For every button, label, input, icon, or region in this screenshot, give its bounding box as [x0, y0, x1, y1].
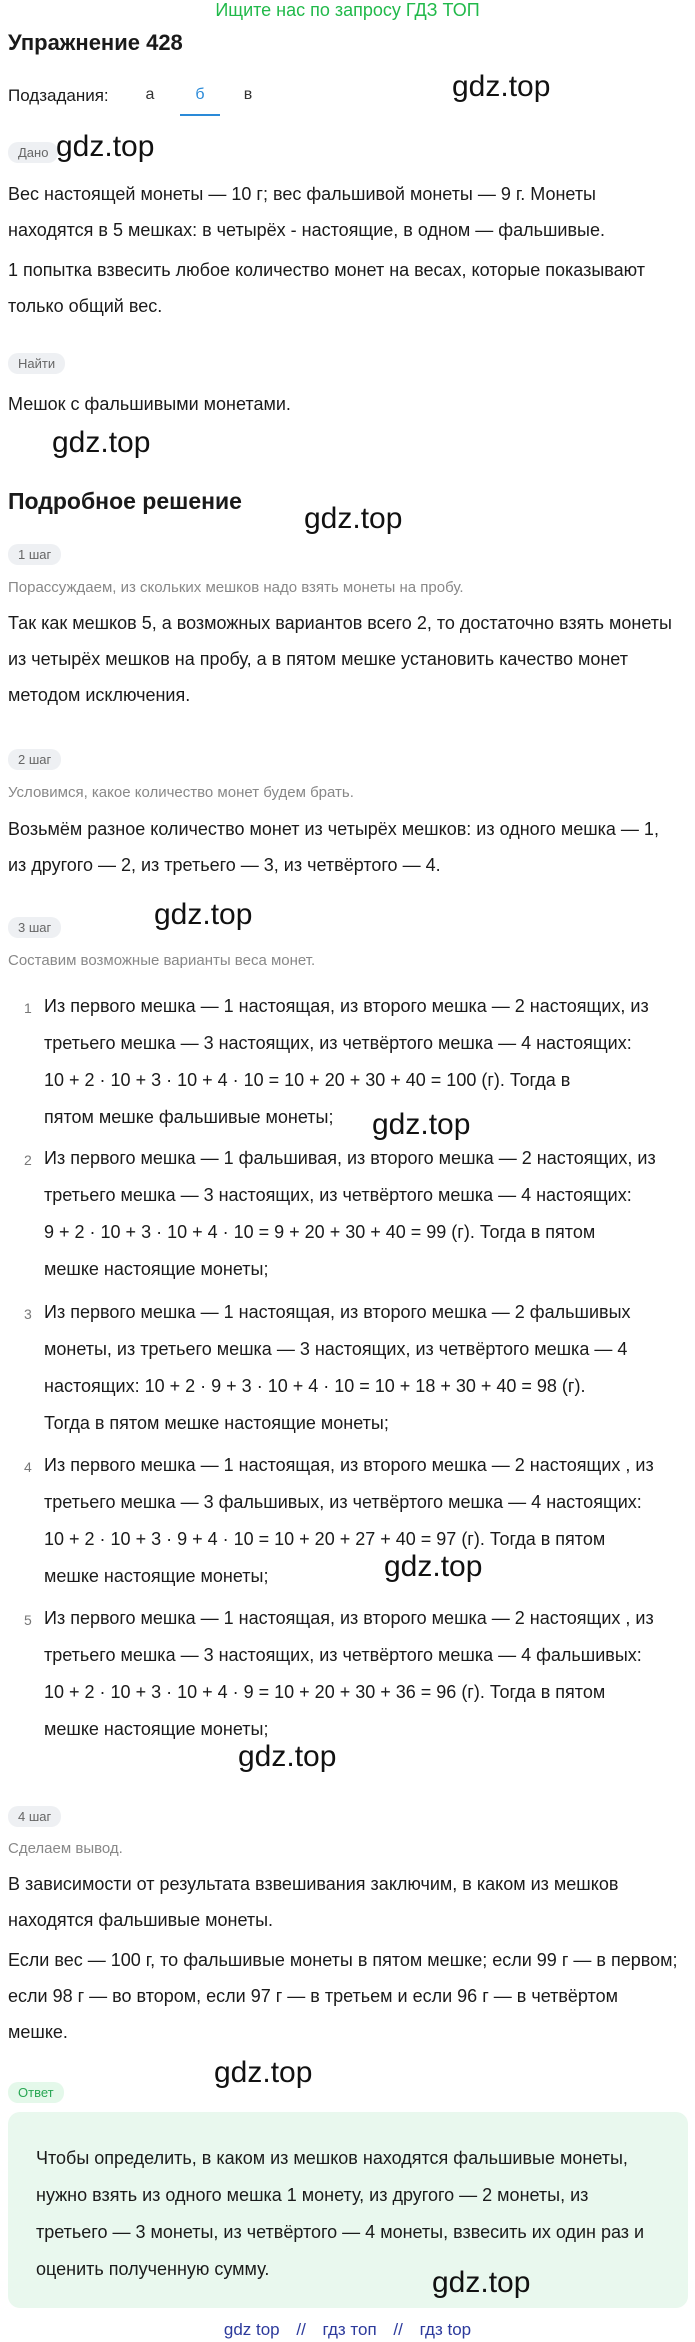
list-item-line: третьего мешка — 3 настоящих, из четвёртого мешка — 4 настоящих: [44, 1033, 632, 1053]
list-item-line: третьего мешка — 3 настоящих, из четвёртого мешка — 4 фальшивых: [44, 1645, 642, 1665]
step4-badge: 4 шаг [8, 1806, 61, 1827]
watermark: gdz.top [154, 898, 253, 931]
step4-line: находятся фальшивые монеты. [8, 1910, 274, 1930]
step3-badge: 3 шаг [8, 917, 61, 938]
list-item [44, 1447, 684, 1595]
footer-link[interactable]: гдз top [419, 2320, 472, 2339]
footer-link[interactable]: gdz top [223, 2320, 280, 2339]
given-line: 1 попытка взвесить любое количество монет на весах, которые показывают [8, 260, 646, 280]
watermark: gdz.top [372, 1108, 471, 1141]
step1-line: из четырёх мешков на пробу, а в пятом мешке установить качество монет [8, 649, 628, 669]
list-item [44, 1140, 684, 1288]
step2-text [8, 811, 688, 883]
step2-badge: 2 шаг [8, 749, 61, 770]
page-title: Упражнение 428 [8, 30, 183, 55]
footer-link[interactable]: гдз топ [322, 2320, 377, 2339]
list-item-line: 10 + 2 · 10 + 3 · 9 + 4 · 10 = 10 + 20 + 27 + 40 = 97 (г). Тогда в пятом [44, 1529, 606, 1549]
find-text: Мешок с фальшивыми монетами. [8, 394, 291, 414]
list-item-number: 3 [24, 1306, 32, 1322]
answer-badge: Ответ [8, 2082, 64, 2103]
find-badge: Найти [8, 353, 65, 374]
watermark: gdz.top [304, 502, 403, 535]
step1-line: Так как мешков 5, а возможных вариантов всего 2, то достаточно взять монеты [8, 613, 672, 633]
list-item-line: Из первого мешка — 1 настоящая, из второго мешка — 2 настоящих , из [44, 1608, 654, 1628]
step4-badge-wrap [8, 1806, 61, 1827]
step4-line: В зависимости от результата взвешивания заключим, в каком из мешков [8, 1874, 619, 1894]
step4-text-1 [8, 1866, 688, 1938]
list-item-line: Из первого мешка — 1 настоящая, из второго мешка — 2 фальшивых [44, 1302, 631, 1322]
watermark: gdz.top [452, 70, 551, 103]
step2-line: из другого — 2, из третьего — 3, из четвёртого — 4. [8, 855, 441, 875]
step2-hint: Условимся, какое количество монет будем брать. [8, 784, 354, 801]
footer-separator: // [393, 2320, 403, 2339]
step4-hint: Сделаем вывод. [8, 1840, 123, 1857]
step1-text [8, 605, 688, 713]
list-item-line: Из первого мешка — 1 настоящая, из второго мешка — 2 настоящих , из [44, 1455, 654, 1475]
list-item [44, 1600, 684, 1748]
given-badge-wrap [8, 142, 58, 163]
step4-text-2 [8, 1942, 688, 2050]
watermark: gdz.top [384, 1550, 483, 1583]
given-line: только общий вес. [8, 296, 163, 316]
list-item-line: мешке настоящие монеты; [44, 1259, 269, 1279]
given-text-1 [8, 176, 688, 248]
watermark: gdz.top [56, 130, 155, 163]
list-item-line: 10 + 2 · 10 + 3 · 10 + 4 · 9 = 10 + 20 + 30 + 36 = 96 (г). Тогда в пятом [44, 1682, 606, 1702]
step4-line: Если вес — 100 г, то фальшивые монеты в пятом мешке; если 99 г — в первом; [8, 1950, 678, 1970]
step4-line: если 98 г — во втором, если 97 г — в третьем и если 96 г — в четвёртом [8, 1986, 618, 2006]
given-line: находятся в 5 мешках: в четырёх - настоящие, в одном — фальшивые. [8, 220, 605, 240]
answer-line: оценить полученную сумму. [36, 2259, 270, 2279]
search-hint-link[interactable]: Ищите нас по запросу ГДЗ ТОП [215, 0, 480, 20]
list-item-line: 9 + 2 · 10 + 3 · 10 + 4 · 10 = 9 + 20 + 30 + 40 = 99 (г). Тогда в пятом [44, 1222, 596, 1242]
answer-line: третьего — 3 монеты, из четвёртого — 4 монеты, взвесить их один раз и [36, 2222, 645, 2242]
list-item-number: 2 [24, 1152, 32, 1168]
list-item-line: третьего мешка — 3 фальшивых, из четвёртого мешка — 4 настоящих: [44, 1492, 642, 1512]
footer-links [0, 2320, 695, 2340]
subtasks-label: Подзадания: [8, 86, 109, 105]
step2-line: Возьмём разное количество монет из четырёх мешков: из одного мешка — 1, [8, 819, 659, 839]
list-item-number: 1 [24, 1000, 32, 1016]
list-item-line: Из первого мешка — 1 фальшивая, из второго мешка — 2 настоящих, из [44, 1148, 656, 1168]
list-item-number: 5 [24, 1612, 32, 1628]
solution-title: Подробное решение [8, 488, 242, 514]
footer-separator: // [296, 2320, 306, 2339]
step3-hint: Составим возможные варианты веса монет. [8, 952, 316, 969]
watermark: gdz.top [214, 2056, 313, 2089]
step2-badge-wrap [8, 749, 61, 770]
answer-line: Чтобы определить, в каком из мешков находятся фальшивые монеты, [36, 2148, 628, 2168]
tab-b[interactable]: б [195, 86, 205, 103]
list-item-line: 10 + 2 · 10 + 3 · 10 + 4 · 10 = 10 + 20 + 30 + 40 = 100 (г). Тогда в [44, 1070, 571, 1090]
watermark: gdz.top [52, 426, 151, 459]
list-item-line: монеты, из третьего мешка — 3 настоящих, из четвёртого мешка — 4 [44, 1339, 628, 1359]
find-badge-wrap [8, 353, 65, 374]
list-item [44, 988, 684, 1136]
answer-line: нужно взять из одного мешка 1 монету, из другого — 2 монеты, из [36, 2185, 589, 2205]
list-item-line: настоящих: 10 + 2 · 9 + 3 · 10 + 4 · 10 = 10 + 18 + 30 + 40 = 98 (г). [44, 1376, 586, 1396]
watermark: gdz.top [238, 1740, 337, 1773]
step1-line: методом исключения. [8, 685, 191, 705]
step1-badge-wrap [8, 544, 61, 565]
step4-line: мешке. [8, 2022, 68, 2042]
active-tab-indicator [180, 114, 220, 116]
list-item-number: 4 [24, 1459, 32, 1475]
step1-hint: Порассуждаем, из скольких мешков надо взять монеты на пробу. [8, 579, 464, 596]
list-item-line: Из первого мешка — 1 настоящая, из второго мешка — 2 настоящих, из [44, 996, 649, 1016]
list-item-line: Тогда в пятом мешке настоящие монеты; [44, 1413, 389, 1433]
list-item-line: мешке настоящие монеты; [44, 1566, 269, 1586]
answer-badge-wrap [8, 2082, 64, 2103]
tab-v[interactable]: в [243, 86, 253, 103]
tab-a[interactable]: а [145, 86, 155, 103]
answer-text [36, 2140, 660, 2288]
given-line: Вес настоящей монеты — 10 г; вес фальшивой монеты — 9 г. Монеты [8, 184, 596, 204]
step3-badge-wrap [8, 917, 61, 938]
list-item-line: третьего мешка — 3 настоящих, из четвёртого мешка — 4 настоящих: [44, 1185, 632, 1205]
list-item [44, 1294, 684, 1442]
list-item-line: мешке настоящие монеты; [44, 1719, 269, 1739]
list-item-line: пятом мешке фальшивые монеты; [44, 1107, 334, 1127]
given-badge: Дано [8, 142, 58, 163]
step1-badge: 1 шаг [8, 544, 61, 565]
watermark: gdz.top [432, 2266, 531, 2299]
given-text-2 [8, 252, 688, 324]
